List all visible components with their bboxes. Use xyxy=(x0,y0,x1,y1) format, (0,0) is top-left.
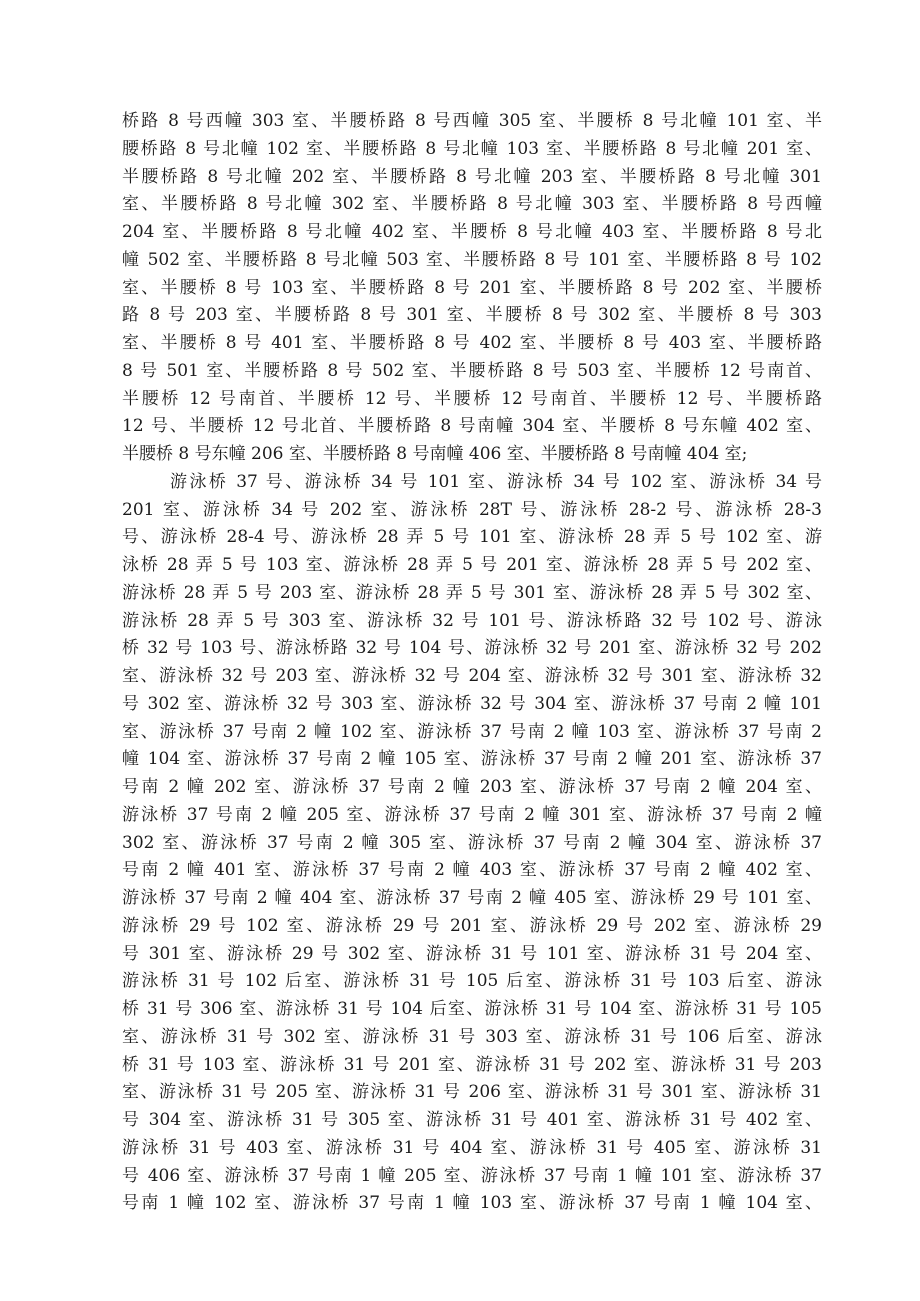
text-line: 幢 502 室、半腰桥路 8 号北幢 503 室、半腰桥路 8 号 101 室、半腰桥路 8 号 102 xyxy=(122,249,822,270)
text-line: 游泳桥 29 号 102 室、游泳桥 29 号 201 室、游泳桥 29 号 202 室、游泳桥 29 xyxy=(122,915,822,936)
text-line: 路 8 号 203 室、半腰桥路 8 号 301 室、半腰桥 8 号 302 室、半腰桥 8 号 303 xyxy=(122,305,822,326)
text-line: 腰桥路 8 号北幢 102 室、半腰桥路 8 号北幢 103 室、半腰桥路 8 号北幢 201 室、 xyxy=(122,138,822,159)
text-line: 201 室、游泳桥 34 号 202 室、游泳桥 28T 号、游泳桥 28-2 号、游泳桥 28-3 xyxy=(122,499,822,520)
text-line: 桥 31 号 306 室、游泳桥 31 号 104 后室、游泳桥 31 号 104 室、游泳桥 31 号 105 xyxy=(122,999,822,1019)
text-line: 号南 2 幢 202 室、游泳桥 37 号南 2 幢 203 室、游泳桥 37 号南 2 幢 204 室、 xyxy=(122,777,822,797)
text-line: 半腰桥 12 号南首、半腰桥 12 号、半腰桥 12 号南首、半腰桥 12 号、半腰桥路 xyxy=(122,388,822,409)
text-line: 室、半腰桥路 8 号北幢 302 室、半腰桥路 8 号北幢 303 室、半腰桥路 8 号西幢 xyxy=(122,194,822,215)
paragraph-end-line: 半腰桥 8 号东幢 206 室、半腰桥路 8 号南幢 406 室、半腰桥路 8 号南幢 404 室; xyxy=(122,444,748,464)
text-line: 302 室、游泳桥 37 号南 2 幢 305 室、游泳桥 37 号南 2 幢 304 室、游泳桥 37 xyxy=(122,832,822,853)
text-line: 游泳桥 28 弄 5 号 203 室、游泳桥 28 弄 5 号 301 室、游泳桥 28 弄 5 号 302 室、 xyxy=(122,582,822,603)
text-line: 半腰桥路 8 号北幢 202 室、半腰桥路 8 号北幢 203 室、半腰桥路 8 号北幢 301 xyxy=(122,166,822,187)
text-line: 12 号、半腰桥 12 号北首、半腰桥路 8 号南幢 304 室、半腰桥 8 号东幢 402 室、 xyxy=(122,416,822,437)
text-line: 桥路 8 号西幢 303 室、半腰桥路 8 号西幢 305 室、半腰桥 8 号北幢 101 室、半 xyxy=(122,111,822,131)
text-line: 室、半腰桥 8 号 103 室、半腰桥路 8 号 201 室、半腰桥路 8 号 202 室、半腰桥 xyxy=(122,277,822,298)
text-line: 室、游泳桥 31 号 205 室、游泳桥 31 号 206 室、游泳桥 31 号 301 室、游泳桥 31 xyxy=(122,1082,822,1103)
text-line: 号 304 室、游泳桥 31 号 305 室、游泳桥 31 号 401 室、游泳桥 31 号 402 室、 xyxy=(122,1110,822,1130)
text-line: 室、半腰桥 8 号 401 室、半腰桥路 8 号 402 室、半腰桥 8 号 403 室、半腰桥路 xyxy=(122,333,822,353)
text-line: 号南 2 幢 401 室、游泳桥 37 号南 2 幢 403 室、游泳桥 37 号南 2 幢 402 室、 xyxy=(122,860,822,881)
text-line: 号 406 室、游泳桥 37 号南 1 幢 205 室、游泳桥 37 号南 1 幢 101 室、游泳桥 37 xyxy=(122,1165,822,1186)
text-line: 游泳桥 31 号 403 室、游泳桥 31 号 404 室、游泳桥 31 号 405 室、游泳桥 31 xyxy=(122,1137,822,1158)
text-line: 桥 31 号 103 室、游泳桥 31 号 201 室、游泳桥 31 号 202 室、游泳桥 31 号 203 xyxy=(122,1054,822,1075)
text-line: 泳桥 28 弄 5 号 103 室、游泳桥 28 弄 5 号 201 室、游泳桥 28 弄 5 号 202 室、 xyxy=(122,555,822,575)
text-line: 游泳桥 28 弄 5 号 303 室、游泳桥 32 号 101 号、游泳桥路 32 号 102 号、游泳 xyxy=(122,610,822,631)
document-body xyxy=(122,108,822,1218)
text-line: 8 号 501 室、半腰桥路 8 号 502 室、半腰桥路 8 号 503 室、半腰桥 12 号南首、 xyxy=(122,360,822,381)
text-line: 游泳桥 37 号南 2 幢 404 室、游泳桥 37 号南 2 幢 405 室、游泳桥 29 号 101 室、 xyxy=(122,888,822,908)
text-line: 室、游泳桥 37 号南 2 幢 102 室、游泳桥 37 号南 2 幢 103 室、游泳桥 37 号南 2 xyxy=(122,721,822,742)
text-line: 桥 32 号 103 号、游泳桥路 32 号 104 号、游泳桥 32 号 201 室、游泳桥 32 号 202 xyxy=(122,638,822,659)
text-line: 号 302 室、游泳桥 32 号 303 室、游泳桥 32 号 304 室、游泳桥 37 号南 2 幢 101 xyxy=(122,693,822,714)
text-line: 号、游泳桥 28-4 号、游泳桥 28 弄 5 号 101 室、游泳桥 28 弄 5 号 102 室、游 xyxy=(122,527,822,548)
paragraph-first-line: 游泳桥 37 号、游泳桥 34 号 101 室、游泳桥 34 号 102 室、游泳桥 34 号 xyxy=(170,471,822,492)
text-line: 号南 1 幢 102 室、游泳桥 37 号南 1 幢 103 室、游泳桥 37 号南 1 幢 104 室、 xyxy=(122,1193,822,1214)
text-line: 204 室、半腰桥路 8 号北幢 402 室、半腰桥 8 号北幢 403 室、半腰桥路 8 号北 xyxy=(122,222,822,242)
text-line: 游泳桥 37 号南 2 幢 205 室、游泳桥 37 号南 2 幢 301 室、游泳桥 37 号南 2 幢 xyxy=(122,804,822,825)
text-line: 室、游泳桥 32 号 203 室、游泳桥 32 号 204 室、游泳桥 32 号 301 室、游泳桥 32 xyxy=(122,666,822,686)
text-line: 游泳桥 31 号 102 后室、游泳桥 31 号 105 后室、游泳桥 31 号 103 后室、游泳 xyxy=(122,971,822,992)
text-line: 室、游泳桥 31 号 302 室、游泳桥 31 号 303 室、游泳桥 31 号 106 后室、游泳 xyxy=(122,1026,822,1047)
text-line: 幢 104 室、游泳桥 37 号南 2 幢 105 室、游泳桥 37 号南 2 幢 201 室、游泳桥 37 xyxy=(122,749,822,770)
text-line: 号 301 室、游泳桥 29 号 302 室、游泳桥 31 号 101 室、游泳桥 31 号 204 室、 xyxy=(122,943,822,964)
